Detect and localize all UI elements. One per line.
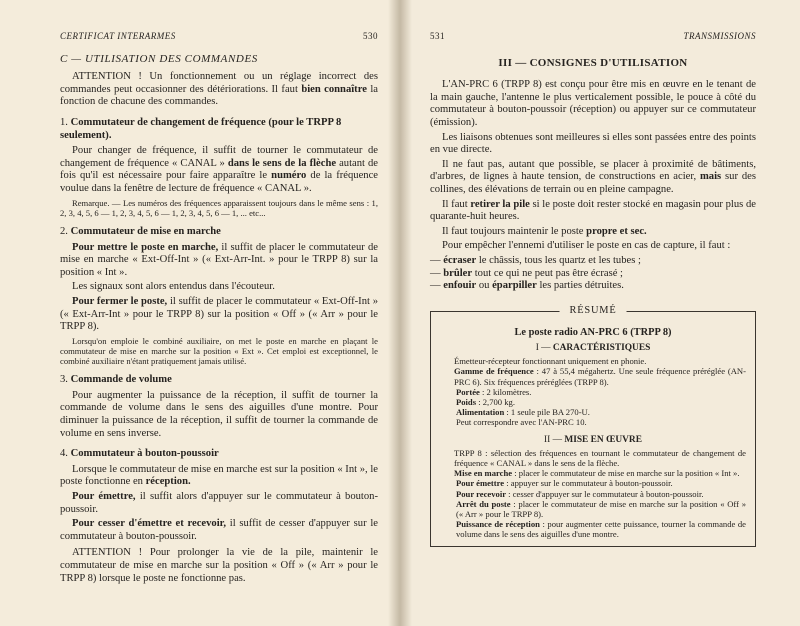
left-running-head	[60, 30, 378, 43]
subsection-heading-4: 4. Commutateur à bouton-poussoir	[60, 448, 219, 460]
paragraph: Pour cesser d'émettre et recevoir, il suffit de cesser d'appuyer sur le commutateur à bouton-poussoir.	[60, 518, 378, 542]
paragraph: Les signaux sont alors entendus dans l'écouteur.	[72, 281, 275, 293]
subsection-heading-2: 2. Commutateur de mise en marche	[60, 225, 221, 237]
summary-label: RÉSUMÉ	[560, 305, 627, 317]
paragraph: Il ne faut pas, autant que possible, se placer à proximité de bâtiments, d'arbres, de lignes à haute tension, de constructions en acier, mais sur des collines, des élévations de terrain ou en pleine campagne.	[430, 158, 756, 195]
page-number: 530	[363, 31, 378, 41]
summary-line: Pour émettre : appuyer sur le commutateur à bouton-poussoir.	[456, 478, 673, 489]
paragraph: L'AN-PRC 6 (TRPP 8) est conçu pour être mis en œuvre en le tenant de la main gauche, l'antenne le plus verticalement possible, le pouce à côté du commutateur à bouton-poussoir (réception) ou appuyer sur ce commutateur (émission).	[430, 79, 756, 128]
paragraph: Lorsque le commutateur de mise en marche est sur la position « Int », le poste fonctionne en réception.	[60, 463, 378, 488]
summary-line: Mise en marche : placer le commutateur de mise en marche sur la position « Int ».	[454, 468, 740, 479]
paragraph: Il faut toujours maintenir le poste propre et sec.	[442, 225, 647, 237]
list-item: — enfouir ou éparpiller les parties détruites.	[430, 280, 624, 292]
paragraph: Pour empêcher l'ennemi d'utiliser le poste en cas de capture, il faut :	[442, 240, 731, 252]
summary-line: Émetteur-récepteur fonctionnant uniquement en phonie.	[454, 356, 647, 367]
paragraph: Pour augmenter la puissance de la réception, il suffit de tourner la commande de volume dans le sens des aiguilles d'une montre. Pour diminuer la puissance de la réception, il suffit de tourner la commande de volume en sens inverse.	[60, 389, 378, 439]
summary-line: Portée : 2 kilomètres.	[456, 386, 532, 397]
right-page	[400, 0, 800, 626]
page-number: 531	[430, 31, 445, 41]
subsection-heading-3: 3. Commande de volume	[60, 374, 172, 386]
note-paragraph: Lorsqu'on emploie le combiné auxiliaire, on met le poste en marche en plaçant le commutateur de mise en marche sur la position « Ext ». Cet emploi est exceptionnel, le combiné auxiliaire n'étant pratiquement jamais utilisé.	[60, 335, 378, 367]
section-title: C — UTILISATION DES COMMANDES	[60, 52, 258, 65]
running-head-title: TRANSMISSIONS	[683, 31, 756, 41]
summary-line: Gamme de fréquence : 47 à 55,4 mégahertz. Une seule fréquence préréglée (AN-PRC 6). Six fréquences préréglées (TRPP 8).	[454, 366, 746, 387]
summary-box	[430, 304, 756, 547]
paragraph: Pour mettre le poste en marche, il suffit de placer le commutateur de mise en marche « Ext-Off-Int » (« Ext-Arr-Int. » pour le TRPP 8) sur la position « Int ».	[60, 241, 378, 278]
subsection-heading-1: 1. Commutateur de changement de fréquence (pour le TRPP 8 seulement).	[60, 116, 342, 141]
summary-line: Poids : 2,700 kg.	[456, 396, 515, 407]
summary-title: Le poste radio AN-PRC 6 (TRPP 8)	[514, 326, 672, 338]
section-title: III — CONSIGNES D'UTILISATION	[498, 56, 688, 69]
paragraph: Il faut retirer la pile si le poste doit rester stocké en magasin pour plus de quarante-huit heures.	[430, 198, 756, 223]
summary-line: TRPP 8 : sélection des fréquences en tournant le commutateur de changement de fréquence « CANAL » dans le sens de la flèche.	[454, 447, 746, 468]
destruction-list	[430, 255, 756, 293]
paragraph: Pour changer de fréquence, il suffit de tourner le commutateur de changement de fréquence « CANAL » dans le sens de la flèche autant de fois qu'il est nécessaire pour faire apparaître le numéro de la fréquence voulue dans la fenêtre de lecture de fréquence « CANAL ».	[60, 145, 379, 194]
paragraph: Pour émettre, il suffit alors d'appuyer sur le commutateur à bouton-poussoir.	[60, 491, 379, 515]
summary-subheading-2: II — MISE EN ŒUVRE	[544, 434, 642, 445]
summary-line: Peut correspondre avec l'AN-PRC 10.	[456, 417, 587, 428]
attention-paragraph: ATTENTION ! Un fonctionnement ou un réglage incorrect des commandes peut occasionner des détériorations. Il faut bien connaître la fonction de chacune des commandes.	[60, 71, 378, 108]
summary-subheading-1: I — CARACTÉRISTIQUES	[535, 342, 651, 353]
note-paragraph: Remarque. — Les numéros des fréquences apparaissent toujours dans le même sens : 1, 2, 3, 4, 5, 6 — 1, 2, 3, 4, 5, 6 — 1, 2, 3, 4, 5, 6 — 1, ... etc...	[60, 197, 378, 218]
attention-paragraph: ATTENTION ! Pour prolonger la vie de la pile, maintenir le commutateur de mise en marche sur la position « Off » (« Arr » pour le TRPP 8) lorsque le poste ne fonctionne pas.	[60, 547, 378, 584]
paragraph: Pour fermer le poste, il suffit de placer le commutateur « Ext-Off-Int » (« Ext-Arr-Int » pour le TRPP 8) sur la position « Off » (« Arr » pour le TRPP 8).	[60, 295, 378, 333]
running-head-title: CERTIFICAT INTERARMES	[60, 31, 176, 41]
right-running-head	[430, 30, 756, 43]
summary-line: Puissance de réception : pour augmenter cette puissance, tourner la commande de volume dans le sens des aiguilles d'une montre.	[456, 519, 746, 540]
book-gutter	[388, 0, 412, 626]
summary-line: Arrêt du poste : placer le commutateur de mise en marche sur la position « Off » (« Arr » pour le TRPP 8).	[456, 498, 746, 519]
list-item: — brûler tout ce qui ne peut pas être écrasé ;	[430, 267, 623, 279]
list-item: — écraser le châssis, tous les quartz et les tubes ;	[430, 254, 641, 266]
summary-line: Pour recevoir : cesser d'appuyer sur le commutateur à bouton-poussoir.	[456, 488, 704, 499]
summary-line: Alimentation : 1 seule pile BA 270-U.	[456, 407, 590, 418]
paragraph: Les liaisons obtenues sont meilleures si elles sont passées entre des points en vue directe.	[430, 131, 756, 156]
